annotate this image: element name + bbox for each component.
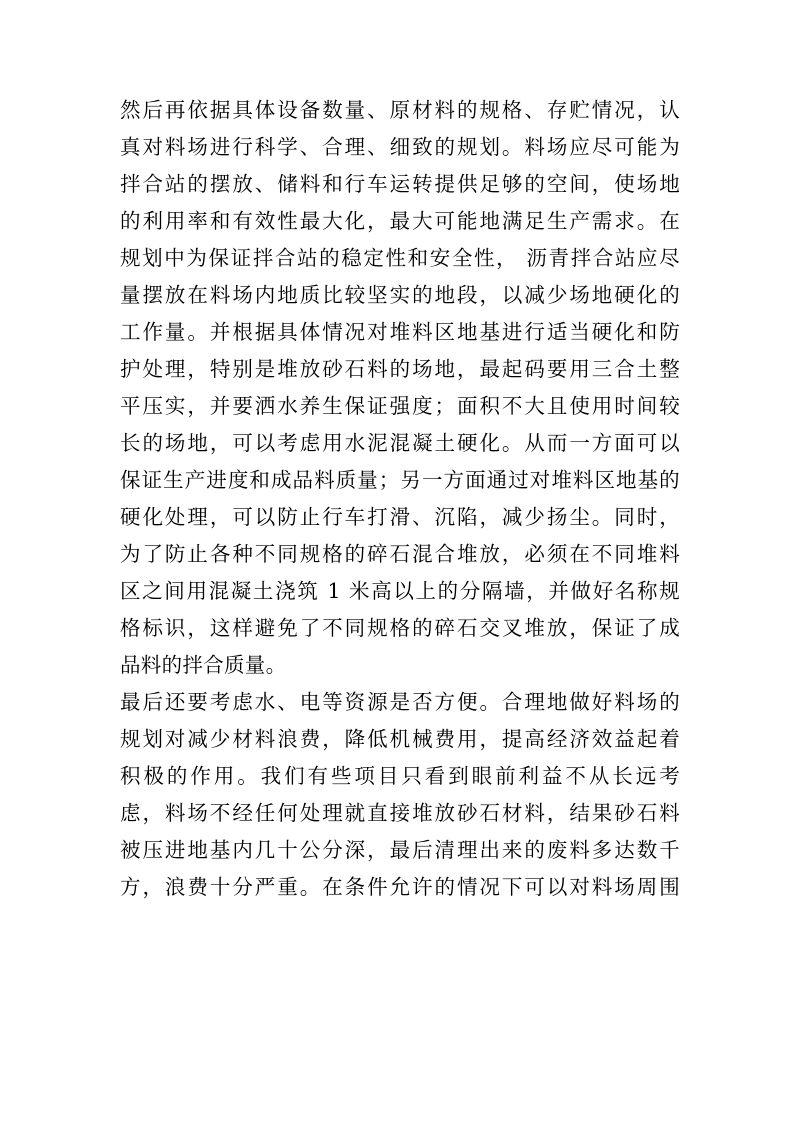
text-line: 工作量。并根据具体情况对堆料区地基进行适当硬化和防 <box>120 320 680 344</box>
text-line: 被压进地基内几十公分深，最后清理出来的废料多达数千 <box>120 838 680 862</box>
text-line: 区之间用混凝土浇筑 1 米高以上的分隔墙，并做好名称规 <box>120 579 680 603</box>
text-line: 积极的作用。我们有些项目只看到眼前利益不从长远考 <box>120 764 680 788</box>
text-line: 平压实，并要洒水养生保证强度；面积不大且使用时间较 <box>120 394 680 418</box>
text-line: 护处理，特别是堆放砂石料的场地，最起码要用三合土整 <box>120 357 680 381</box>
text-line: 规划中为保证拌合站的稳定性和安全性， 沥青拌合站应尽 <box>120 246 680 270</box>
text-line: 的利用率和有效性最大化，最大可能地满足生产需求。在 <box>120 209 680 233</box>
text-line: 然后再依据具体设备数量、原材料的规格、存贮情况，认 <box>120 98 680 122</box>
text-line: 方，浪费十分严重。在条件允许的情况下可以对料场周围 <box>120 875 680 899</box>
text-line: 量摆放在料场内地质比较坚实的地段，以减少场地硬化的 <box>120 283 680 307</box>
text-line: 长的场地，可以考虑用水泥混凝土硬化。从而一方面可以 <box>120 431 680 455</box>
text-line: 真对料场进行科学、合理、细致的规划。料场应尽可能为 <box>120 135 680 159</box>
text-line: 虑，料场不经任何处理就直接堆放砂石材料，结果砂石料 <box>120 801 680 825</box>
body-text <box>120 92 680 906</box>
text-line: 规划对减少材料浪费，降低机械费用，提高经济效益起着 <box>120 727 680 751</box>
text-line: 拌合站的摆放、储料和行车运转提供足够的空间，使场地 <box>120 172 680 196</box>
text-line: 保证生产进度和成品料质量；另一方面通过对堆料区地基的 <box>120 468 680 492</box>
text-line: 格标识，这样避免了不同规格的碎石交叉堆放，保证了成 <box>120 616 680 640</box>
text-line: 最后还要考虑水、电等资源是否方便。合理地做好料场的 <box>120 690 680 714</box>
text-line: 品料的拌合质量。 <box>120 653 287 677</box>
text-line: 硬化处理，可以防止行车打滑、沉陷，减少扬尘。同时， <box>120 505 680 529</box>
text-line: 为了防止各种不同规格的碎石混合堆放，必须在不同堆料 <box>120 542 680 566</box>
